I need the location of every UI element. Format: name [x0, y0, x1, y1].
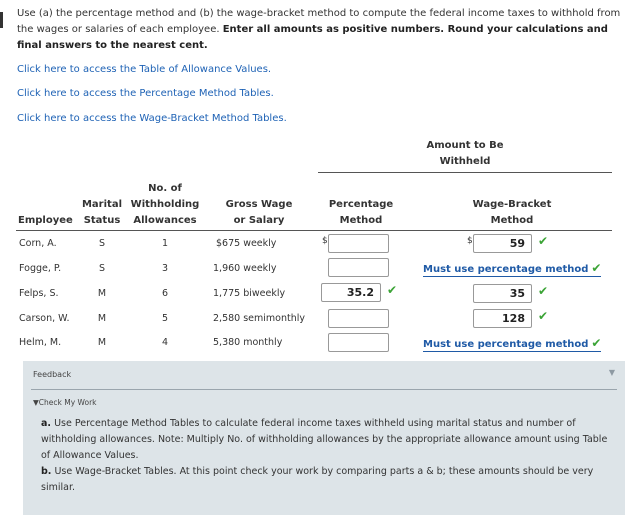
employee-name: Felps, S.: [19, 288, 59, 299]
expand-triangle-icon: ▼: [33, 398, 39, 407]
col-header-wage-bracket: Wage-Bracket Method: [472, 199, 552, 226]
header-divider: [16, 230, 612, 231]
allowances: 1: [161, 238, 169, 249]
allowances: 3: [161, 263, 169, 274]
header-group-divider: [318, 172, 612, 173]
feedback-panel: [23, 361, 625, 515]
gross-wage: 5,380 monthly: [213, 337, 283, 348]
percentage-method-input[interactable]: [328, 234, 389, 253]
marital-status: S: [98, 238, 106, 249]
feedback-part-a: a. Use Percentage Method Tables to calculate federal income taxes withheld using marital status and number of withholding allowances. Note: Multiply No. of withholding allowances by the appropriate allowance amount using Table of Allowance Values.: [41, 418, 608, 461]
wage-bracket-tables-link[interactable]: Click here to access the Wage-Bracket Method Tables.: [17, 113, 287, 124]
left-edge-marker: [0, 12, 3, 28]
marital-status: S: [98, 263, 106, 274]
employee-name: Helm, M.: [19, 337, 62, 348]
correct-check-icon: ✔: [591, 336, 602, 350]
marital-status: M: [97, 337, 107, 348]
allowances: 6: [161, 288, 169, 299]
col-header-employee: Employee: [18, 215, 73, 226]
marital-status: M: [97, 288, 107, 299]
feedback-text: [41, 416, 619, 496]
amount-withheld-header: Amount to Be Withheld: [426, 140, 504, 167]
correct-check-icon: ✔: [538, 234, 549, 248]
wage-bracket-input[interactable]: 128: [473, 309, 532, 328]
wage-bracket-input[interactable]: 59: [473, 234, 532, 253]
currency-symbol: $: [322, 236, 328, 246]
instructions: [17, 6, 625, 54]
col-header-percentage: Percentage Method: [328, 199, 394, 226]
percentage-method-input[interactable]: [328, 258, 389, 277]
check-my-work-toggle[interactable]: ▼Check My Work: [33, 398, 97, 407]
gross-wage: 1,775 biweekly: [213, 288, 286, 299]
feedback-divider: [31, 389, 617, 390]
employee-name: Fogge, P.: [19, 263, 62, 274]
percentage-method-input[interactable]: [328, 333, 389, 352]
wage-bracket-input[interactable]: 35: [473, 284, 532, 303]
col-header-marital: Marital Status: [81, 199, 122, 226]
employee-name: Carson, W.: [19, 313, 70, 324]
feedback-title: Feedback: [33, 370, 72, 379]
col-header-allowances: No. of Withholding Allowances: [130, 183, 200, 226]
allowances: 5: [161, 313, 169, 324]
feedback-part-b: b. Use Wage-Bracket Tables. At this point check your work by comparing parts a & b; these amounts should be very similar.: [41, 466, 594, 493]
collapse-triangle-icon[interactable]: ▼: [608, 368, 615, 377]
currency-symbol: $: [467, 236, 473, 246]
must-use-percentage-message: Must use percentage method ✔: [423, 336, 602, 350]
correct-check-icon: ✔: [538, 309, 549, 323]
percentage-method-input[interactable]: [328, 309, 389, 328]
instructions-text: Use (a) the percentage method and (b) the wage-bracket method to compute the federal income taxes to withhold from the wages or salaries of each employee.: [17, 8, 621, 35]
gross-wage: $675 weekly: [216, 238, 277, 249]
gross-wage: 1,960 weekly: [213, 263, 277, 274]
allowance-table-link[interactable]: Click here to access the Table of Allowance Values.: [17, 64, 272, 75]
gross-wage: 2,580 semimonthly: [213, 313, 305, 324]
employee-name: Corn, A.: [19, 238, 57, 249]
col-header-gross-wage: Gross Wage or Salary: [225, 199, 293, 226]
percentage-method-input[interactable]: 35.2: [321, 283, 381, 302]
must-use-percentage-message: Must use percentage method ✔: [423, 261, 602, 275]
correct-check-icon: ✔: [387, 283, 398, 297]
percentage-tables-link[interactable]: Click here to access the Percentage Method Tables.: [17, 88, 274, 99]
allowances: 4: [161, 337, 169, 348]
instructions-bold-text: Enter all amounts as positive numbers. Round your calculations and final answers to the nearest cent.: [17, 24, 608, 51]
correct-check-icon: ✔: [591, 261, 602, 275]
correct-check-icon: ✔: [538, 284, 549, 298]
marital-status: M: [97, 313, 107, 324]
